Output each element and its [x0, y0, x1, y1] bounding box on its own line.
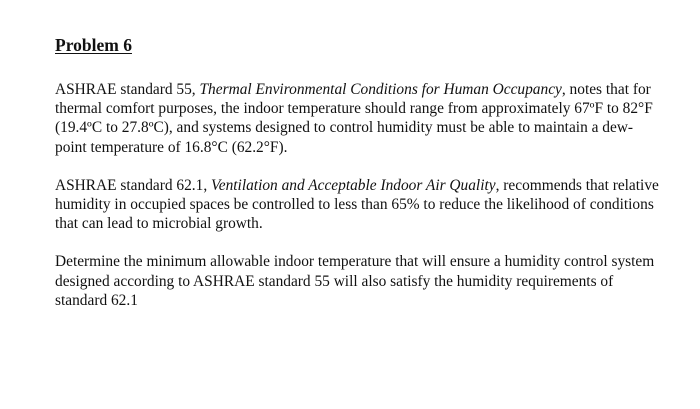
p1-text-start: ASHRAE standard 55, — [55, 81, 200, 98]
paragraph-question: Determine the minimum allowable indoor temperature that will ensure a humidity control system designed according to ASHRAE standard 55 will also satisfy the humidity requirements of standard 62.1 — [55, 253, 655, 309]
problem-title: Problem 6 — [55, 35, 132, 55]
paragraph-ashrae-55 — [55, 80, 660, 157]
paragraph-ashrae-62-1 — [55, 176, 660, 234]
p2-standard-title: Ventilation and Acceptable Indoor Air Quality — [211, 176, 496, 194]
p2-text-start: ASHRAE standard 62.1, — [55, 176, 212, 194]
problem-document — [55, 34, 660, 329]
p1-standard-title: Thermal Environmental Conditions for Human Occupancy — [199, 81, 562, 98]
p1-text-end: , notes that for thermal comfort purposes, the indoor temperature should range from approximately 67ºF to 82°F (19.4ºC to 27.8ºC), and systems designed to control humidity must be able to maintain a dew-point temperature of 16.8°C (62.2°F). — [55, 81, 653, 156]
p2-text-end: , recommends that relative humidity in occupied spaces be controlled to less than 65% to reduce the likelihood of conditions that can lead to microbial growth. — [55, 176, 659, 233]
